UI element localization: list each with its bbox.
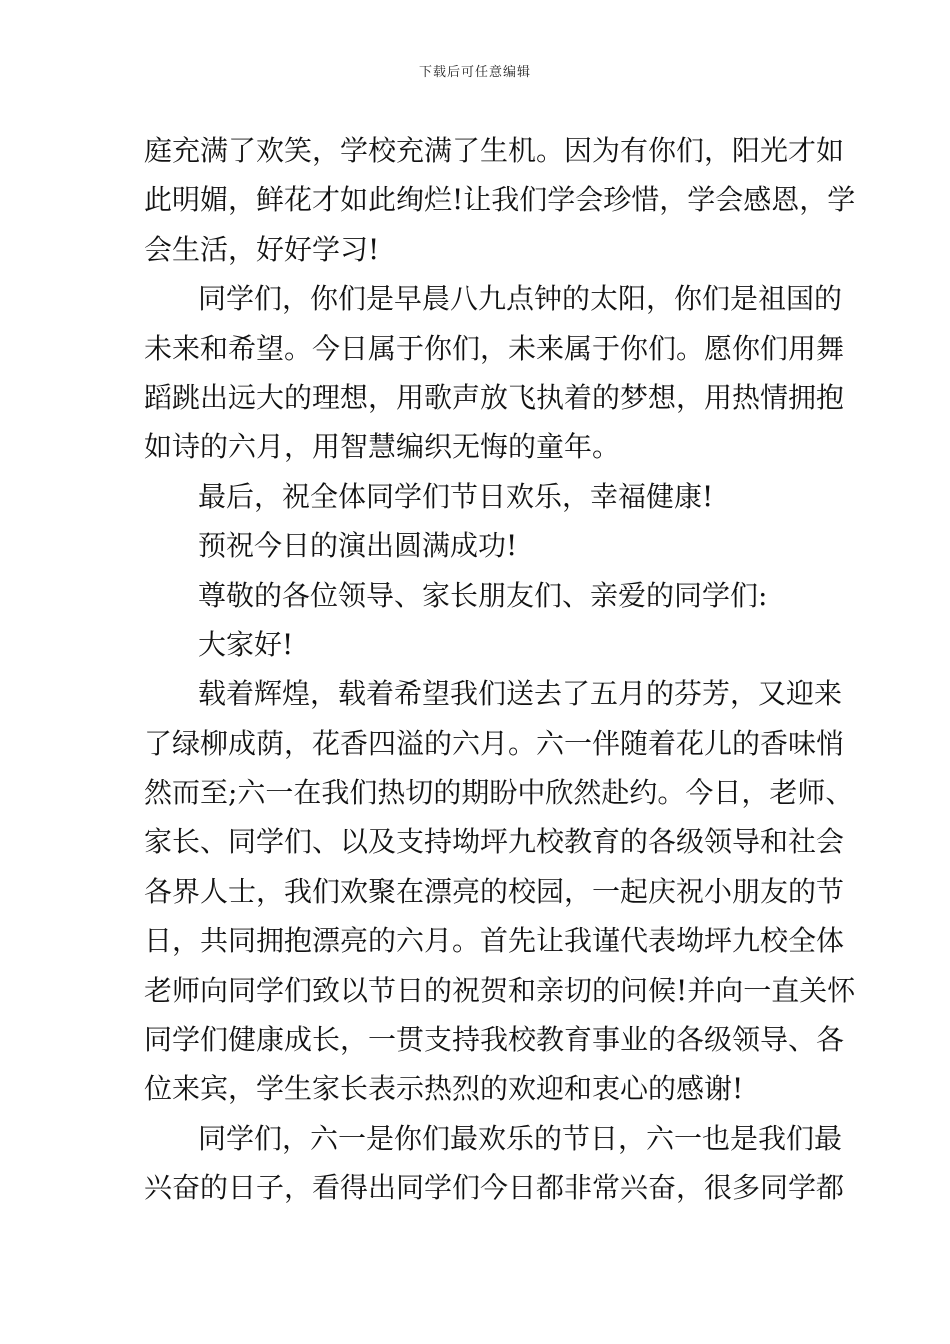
text-line: 庭充满了欢笑，学校充满了生机。因为有你们，阳光才如 xyxy=(144,134,845,167)
document-body xyxy=(144,126,856,1213)
text-line: 蹈跳出远大的理想，用歌声放飞执着的梦想，用热情拥抱 xyxy=(144,380,845,414)
text-line: 同学们，六一是你们最欢乐的节日，六一也是我们最 xyxy=(198,1121,843,1155)
text-line: 大家好! xyxy=(198,627,294,661)
text-line: 同学们健康成长，一贯支持我校教育事业的各级领导、各 xyxy=(144,1023,845,1057)
text-line: 兴奋的日子，看得出同学们今日都非常兴奋，很多同学都 xyxy=(144,1171,845,1205)
text-line: 此明媚，鲜花才如此绚烂!让我们学会珍惜，学会感恩，学 xyxy=(144,183,856,217)
text-line: 最后，祝全体同学们节日欢乐，幸福健康! xyxy=(198,479,714,513)
text-line: 位来宾，学生家长表示热烈的欢迎和衷心的感谢! xyxy=(144,1072,744,1106)
text-line: 了绿柳成荫，花香四溢的六月。六一伴随着花儿的香味悄 xyxy=(144,726,845,760)
text-line: 尊敬的各位领导、家长朋友们、亲爱的同学们: xyxy=(198,578,768,612)
text-line: 会生活，好好学习! xyxy=(144,232,380,266)
text-line: 然而至;六一在我们热切的期盼中欣然赴约。今日，老师、 xyxy=(144,776,854,810)
text-line: 预祝今日的演出圆满成功! xyxy=(198,529,518,563)
text-line: 如诗的六月，用智慧编织无悔的童年。 xyxy=(144,430,621,464)
text-line: 老师向同学们致以节日的祝贺和亲切的问候!并向一直关怀 xyxy=(144,973,856,1007)
text-line: 载着辉煌，载着希望我们送去了五月的芬芳，又迎来 xyxy=(198,677,843,711)
text-line: 同学们，你们是早晨八九点钟的太阳，你们是祖国的 xyxy=(198,282,843,316)
text-line: 家长、同学们、以及支持坳坪九校教育的各级领导和社会 xyxy=(144,825,845,859)
header-note: 下载后可任意编辑 xyxy=(418,65,531,80)
text-line: 各界人士，我们欢聚在漂亮的校园，一起庆祝小朋友的节 xyxy=(144,874,845,908)
text-line: 未来和希望。今日属于你们，未来属于你们。愿你们用舞 xyxy=(144,331,845,365)
text-line: 日，共同拥抱漂亮的六月。首先让我谨代表坳坪九校全体 xyxy=(144,924,845,958)
